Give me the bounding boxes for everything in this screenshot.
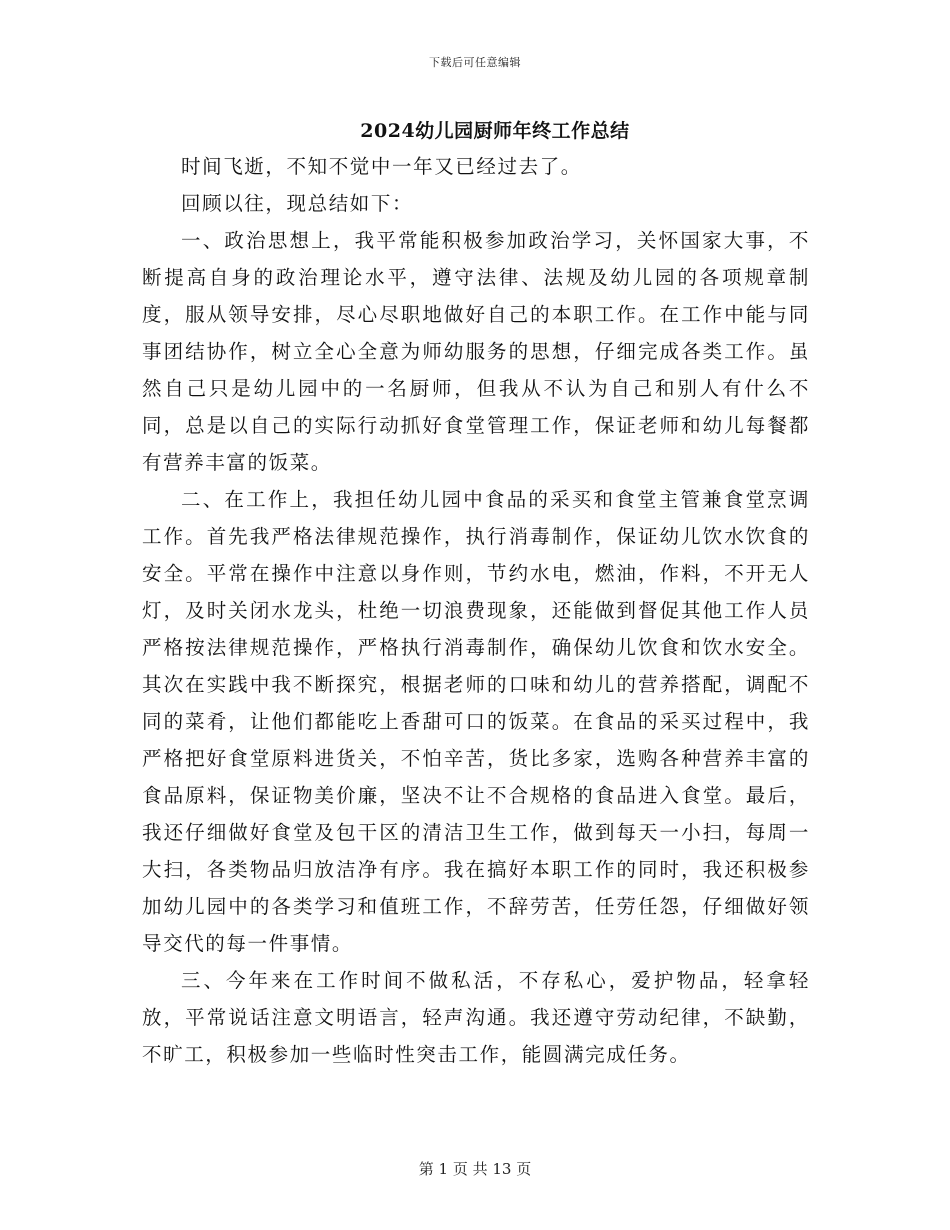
document-body [142, 148, 810, 1073]
paragraph-discipline: 三、今年来在工作时间不做私活，不存私心，爱护物品，轻拿轻放，平常说话注意文明语言，轻声沟通。我还遵守劳动纪律，不缺勤，不旷工，积极参加一些临时性突击工作，能圆满完成任务。 [142, 969, 810, 1066]
page-number: 第 1 页 共 13 页 [418, 1160, 532, 1178]
document-title: 2024幼儿园厨师年终工作总结 [360, 120, 630, 142]
paragraph-political: 一、政治思想上，我平常能积极参加政治学习，关怀国家大事，不断提高自身的政治理论水平，遵守法律、法规及幼儿园的各项规章制度，服从领导安排，尽心尽职地做好自己的本职工作。在工作中能与同事团结协作，树立全心全意为师幼服务的思想，仔细完成各类工作。虽然自己只是幼儿园中的一名厨师，但我从不认为自己和别人有什么不同，总是以自己的实际行动抓好食堂管理工作，保证老师和幼儿每餐都有营养丰富的饭菜。 [142, 229, 810, 474]
paragraph-review: 回顾以往，现总结如下： [181, 192, 414, 215]
paragraph-intro: 时间飞逝，不知不觉中一年又已经过去了。 [181, 155, 582, 178]
paragraph-work: 二、在工作上，我担任幼儿园中食品的采买和食堂主管兼食堂烹调工作。首先我严格法律规范操作，执行消毒制作，保证幼儿饮水饮食的安全。平常在操作中注意以身作则，节约水电，燃油，作料，不开无人灯，及时关闭水龙头，杜绝一切浪费现象，还能做到督促其他工作人员严格按法律规范操作，严格执行消毒制作，确保幼儿饮食和饮水安全。其次在实践中我不断探究，根据老师的口味和幼儿的营养搭配，调配不同的菜肴，让他们都能吃上香甜可口的饭菜。在食品的采买过程中，我严格把好食堂原料进货关，不怕辛苦，货比多家，选购各种营养丰富的食品原料，保证物美价廉，坚决不让不合规格的食品进入食堂。最后，我还仔细做好食堂及包干区的清洁卫生工作，做到每天一小扫，每周一大扫，各类物品归放洁净有序。我在搞好本职工作的同时，我还积极参加幼儿园中的各类学习和值班工作，不辞劳苦，任劳任怨，仔细做好领导交代的每一件事情。 [142, 488, 810, 955]
page-header-note: 下载后可任意编辑 [429, 56, 521, 69]
